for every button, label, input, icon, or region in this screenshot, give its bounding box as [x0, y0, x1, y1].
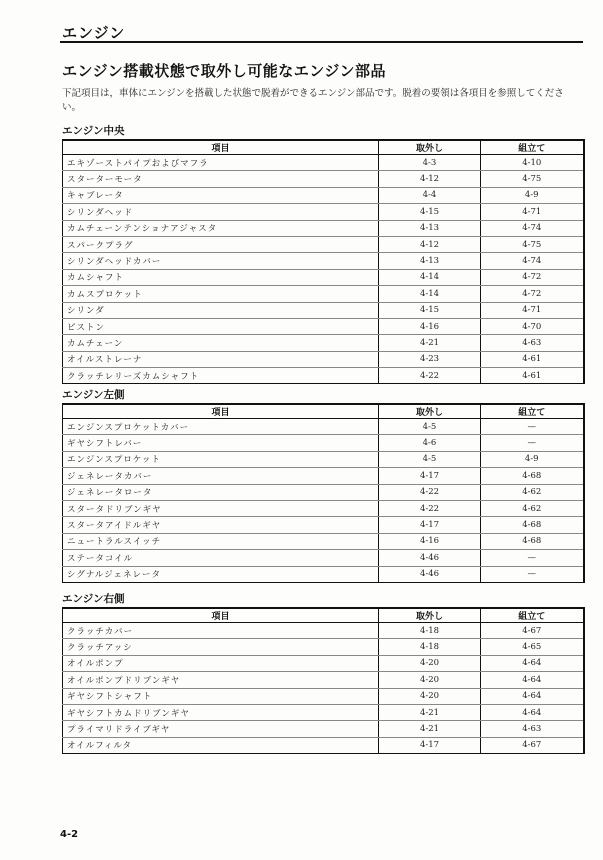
- column-header-installation: 組立て: [481, 140, 584, 155]
- item-name-cell: キャブレータ: [63, 187, 379, 203]
- table-row: [63, 253, 584, 269]
- table-row: [63, 655, 584, 671]
- removal-page-cell: 4-15: [379, 204, 481, 220]
- installation-page-cell: 4-75: [481, 236, 584, 252]
- item-name-cell: ジェネレータカバー: [63, 468, 379, 484]
- installation-page-cell: 4-74: [481, 220, 584, 236]
- table-row: [63, 623, 584, 639]
- removal-page-cell: 4-13: [379, 220, 481, 236]
- installation-page-cell: 4-74: [481, 253, 584, 269]
- table-header-row: [63, 140, 584, 155]
- removal-page-cell: 4-14: [379, 286, 481, 302]
- table-row: [63, 236, 584, 252]
- item-name-cell: シリンダ: [63, 302, 379, 318]
- installation-page-cell: 4-67: [481, 737, 584, 753]
- table-row: [63, 351, 584, 367]
- page-number: 4-2: [60, 829, 79, 840]
- table-row: [63, 500, 584, 516]
- installation-page-cell: 4-62: [481, 484, 584, 500]
- item-name-cell: オイルストレーナ: [63, 351, 379, 367]
- installation-page-cell: 4-9: [481, 451, 584, 467]
- table-row: [63, 302, 584, 318]
- installation-page-cell: 4-9: [481, 187, 584, 203]
- item-name-cell: カムスプロケット: [63, 286, 379, 302]
- removal-page-cell: 4-14: [379, 269, 481, 285]
- installation-page-cell: 4-75: [481, 171, 584, 187]
- item-name-cell: クラッチカバー: [63, 623, 379, 639]
- column-header-removal: 取外し: [379, 608, 481, 623]
- removal-page-cell: 4-16: [379, 318, 481, 334]
- table-header-row: [63, 608, 584, 623]
- installation-page-cell: 4-61: [481, 368, 584, 384]
- removal-page-cell: 4-18: [379, 639, 481, 655]
- removal-page-cell: 4-20: [379, 672, 481, 688]
- item-name-cell: カムチェーンテンショナアジャスタ: [63, 220, 379, 236]
- installation-page-cell: 4-67: [481, 623, 584, 639]
- table-row: [63, 171, 584, 187]
- table-row: [63, 737, 584, 753]
- item-name-cell: オイルポンプドリブンギヤ: [63, 672, 379, 688]
- item-name-cell: ニュートラルスイッチ: [63, 533, 379, 549]
- table-row: [63, 451, 584, 467]
- table-header-row: [63, 404, 584, 419]
- table-row: [63, 533, 584, 549]
- removal-page-cell: 4-4: [379, 187, 481, 203]
- installation-page-cell: 4-64: [481, 672, 584, 688]
- table-row: [63, 672, 584, 688]
- item-name-cell: シリンダヘッドカバー: [63, 253, 379, 269]
- removal-page-cell: 4-5: [379, 419, 481, 435]
- item-name-cell: ジェネレータロータ: [63, 484, 379, 500]
- installation-page-cell: 4-68: [481, 468, 584, 484]
- column-header-installation: 組立て: [481, 608, 584, 623]
- installation-page-cell: 4-64: [481, 655, 584, 671]
- table-row: [63, 204, 584, 220]
- table-row: [63, 566, 584, 582]
- table-row: [63, 269, 584, 285]
- item-name-cell: オイルポンプ: [63, 655, 379, 671]
- removal-page-cell: 4-17: [379, 468, 481, 484]
- removal-page-cell: 4-23: [379, 351, 481, 367]
- installation-page-cell: 4-68: [481, 533, 584, 549]
- item-name-cell: エキゾーストパイプおよびマフラ: [63, 155, 379, 171]
- installation-page-cell: —: [481, 566, 584, 582]
- table-row: [63, 550, 584, 566]
- section-heading-center: エンジン中央: [62, 125, 125, 137]
- table-row: [63, 318, 584, 334]
- installation-page-cell: 4-64: [481, 704, 584, 720]
- removal-page-cell: 4-21: [379, 721, 481, 737]
- table-row: [63, 517, 584, 533]
- item-name-cell: スターターモータ: [63, 171, 379, 187]
- parts-table-center: [62, 139, 585, 384]
- removal-page-cell: 4-12: [379, 236, 481, 252]
- installation-page-cell: 4-68: [481, 517, 584, 533]
- table-row: [63, 220, 584, 236]
- table-row: [63, 419, 584, 435]
- table-row: [63, 335, 584, 351]
- item-name-cell: クラッチレリーズカムシャフト: [63, 368, 379, 384]
- item-name-cell: シリンダヘッド: [63, 204, 379, 220]
- column-header-item: 項目: [63, 608, 379, 623]
- header-rule: [60, 41, 583, 43]
- installation-page-cell: —: [481, 419, 584, 435]
- removal-page-cell: 4-46: [379, 566, 481, 582]
- item-name-cell: ステータコイル: [63, 550, 379, 566]
- item-name-cell: ギヤシフトレバー: [63, 435, 379, 451]
- table-row: [63, 368, 584, 384]
- table-row: [63, 435, 584, 451]
- installation-page-cell: 4-65: [481, 639, 584, 655]
- removal-page-cell: 4-22: [379, 368, 481, 384]
- removal-page-cell: 4-22: [379, 500, 481, 516]
- removal-page-cell: 4-17: [379, 737, 481, 753]
- installation-page-cell: 4-71: [481, 204, 584, 220]
- item-name-cell: スタータドリブンギヤ: [63, 500, 379, 516]
- installation-page-cell: 4-70: [481, 318, 584, 334]
- removal-page-cell: 4-13: [379, 253, 481, 269]
- table-row: [63, 155, 584, 171]
- item-name-cell: エンジンスプロケット: [63, 451, 379, 467]
- installation-page-cell: 4-62: [481, 500, 584, 516]
- column-header-item: 項目: [63, 140, 379, 155]
- intro-text: 下記項目は，車体にエンジンを搭載した状態で脱着ができるエンジン部品です。脱着の要領は各項目を参照してください。: [62, 88, 564, 113]
- removal-page-cell: 4-21: [379, 335, 481, 351]
- installation-page-cell: 4-63: [481, 335, 584, 351]
- installation-page-cell: —: [481, 435, 584, 451]
- item-name-cell: シグナルジェネレータ: [63, 566, 379, 582]
- removal-page-cell: 4-46: [379, 550, 481, 566]
- installation-page-cell: 4-72: [481, 269, 584, 285]
- installation-page-cell: 4-63: [481, 721, 584, 737]
- item-name-cell: カムチェーン: [63, 335, 379, 351]
- item-name-cell: クラッチアッシ: [63, 639, 379, 655]
- parts-table-left: [62, 403, 585, 583]
- removal-page-cell: 4-22: [379, 484, 481, 500]
- table-row: [63, 639, 584, 655]
- removal-page-cell: 4-17: [379, 517, 481, 533]
- table-row: [63, 187, 584, 203]
- removal-page-cell: 4-15: [379, 302, 481, 318]
- table-row: [63, 721, 584, 737]
- item-name-cell: エンジンスプロケットカバー: [63, 419, 379, 435]
- item-name-cell: ギヤシフトカムドリブンギヤ: [63, 704, 379, 720]
- table-row: [63, 688, 584, 704]
- section-heading-left: エンジン左側: [62, 389, 125, 401]
- removal-page-cell: 4-16: [379, 533, 481, 549]
- table-row: [63, 704, 584, 720]
- removal-page-cell: 4-12: [379, 171, 481, 187]
- removal-page-cell: 4-20: [379, 655, 481, 671]
- removal-page-cell: 4-21: [379, 704, 481, 720]
- item-name-cell: スタータアイドルギヤ: [63, 517, 379, 533]
- installation-page-cell: 4-10: [481, 155, 584, 171]
- table-row: [63, 484, 584, 500]
- installation-page-cell: 4-72: [481, 286, 584, 302]
- page-heading: エンジン搭載状態で取外し可能なエンジン部品: [62, 62, 387, 80]
- header-title: エンジン: [62, 24, 126, 42]
- removal-page-cell: 4-20: [379, 688, 481, 704]
- column-header-removal: 取外し: [379, 404, 481, 419]
- installation-page-cell: 4-61: [481, 351, 584, 367]
- installation-page-cell: —: [481, 550, 584, 566]
- removal-page-cell: 4-5: [379, 451, 481, 467]
- column-header-removal: 取外し: [379, 140, 481, 155]
- item-name-cell: ピストン: [63, 318, 379, 334]
- removal-page-cell: 4-3: [379, 155, 481, 171]
- column-header-item: 項目: [63, 404, 379, 419]
- item-name-cell: ギヤシフトシャフト: [63, 688, 379, 704]
- column-header-installation: 組立て: [481, 404, 584, 419]
- table-row: [63, 286, 584, 302]
- removal-page-cell: 4-6: [379, 435, 481, 451]
- installation-page-cell: 4-64: [481, 688, 584, 704]
- parts-table-right: [62, 607, 585, 754]
- item-name-cell: カムシャフト: [63, 269, 379, 285]
- item-name-cell: オイルフィルタ: [63, 737, 379, 753]
- section-heading-right: エンジン右側: [62, 593, 125, 605]
- installation-page-cell: 4-71: [481, 302, 584, 318]
- item-name-cell: スパークプラグ: [63, 236, 379, 252]
- item-name-cell: プライマリドライブギヤ: [63, 721, 379, 737]
- table-row: [63, 468, 584, 484]
- removal-page-cell: 4-18: [379, 623, 481, 639]
